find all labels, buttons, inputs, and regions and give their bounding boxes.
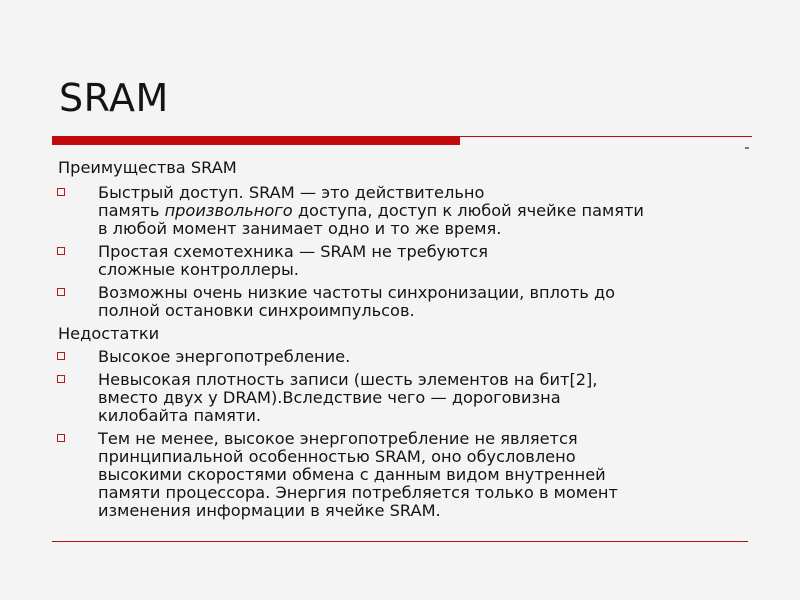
list-item-line: Быстрый доступ. SRAM — это действительно [98,183,485,202]
list-item-line: Невысокая плотность записи (шесть элементов на бит[2], [98,370,598,389]
list-item-disadvantage-3 [57,430,757,520]
list-item-disadvantage-1 [57,348,757,366]
list-item-line: Тем не менее, высокое энергопотребление не является [98,429,578,448]
list-item-advantage-3 [57,284,757,320]
hollow-square-bullet-icon [57,434,65,442]
list-item-advantage-2 [57,243,757,279]
hollow-square-bullet-icon [57,288,65,296]
italic-text-run: произвольного [164,201,293,220]
list-item-line: Возможны очень низкие частоты синхронизации, вплоть до [98,283,616,302]
list-item-line: полной остановки синхроимпульсов. [98,301,415,320]
list-item-line: высокими скоростями обмена с данным видом внутренней [98,465,606,484]
hollow-square-bullet-icon [57,188,65,196]
list-item-line: изменения информации в ячейке SRAM. [98,501,441,520]
list-item-line: вместо двух у DRAM).Вследствие чего — дороговизна [98,388,561,407]
slide-title: SRAM [59,76,169,120]
disadvantages-heading: Недостатки [58,324,160,343]
list-item-line: принципиальной особенностью SRAM, оно обусловлено [98,447,576,466]
list-item-line: килобайта памяти. [98,406,262,425]
hollow-square-bullet-icon [57,375,65,383]
list-item-disadvantage-2 [57,371,757,425]
slide-body [57,158,757,525]
advantages-heading: Преимущества SRAM [58,158,237,177]
list-item-line: сложные контроллеры. [98,260,299,279]
list-item-line: Высокое энергопотребление. [98,347,351,366]
list-item-advantage-1 [57,184,757,238]
list-item-line: Простая схемотехника — SRAM не требуются [98,242,488,261]
list-item-line: памяти процессора. Энергия потребляется только в момент [98,483,618,502]
footer-rule [52,541,748,542]
list-item-line [98,202,757,220]
text-run: доступа, доступ к любой ячейке памяти [292,201,644,220]
title-underline-thick [52,137,460,145]
hollow-square-bullet-icon [57,352,65,360]
hollow-square-bullet-icon [57,247,65,255]
text-run: память [98,201,165,220]
list-item-line: в любой момент занимает одно и то же время. [98,219,502,238]
title-rule-end-mark [745,147,749,149]
